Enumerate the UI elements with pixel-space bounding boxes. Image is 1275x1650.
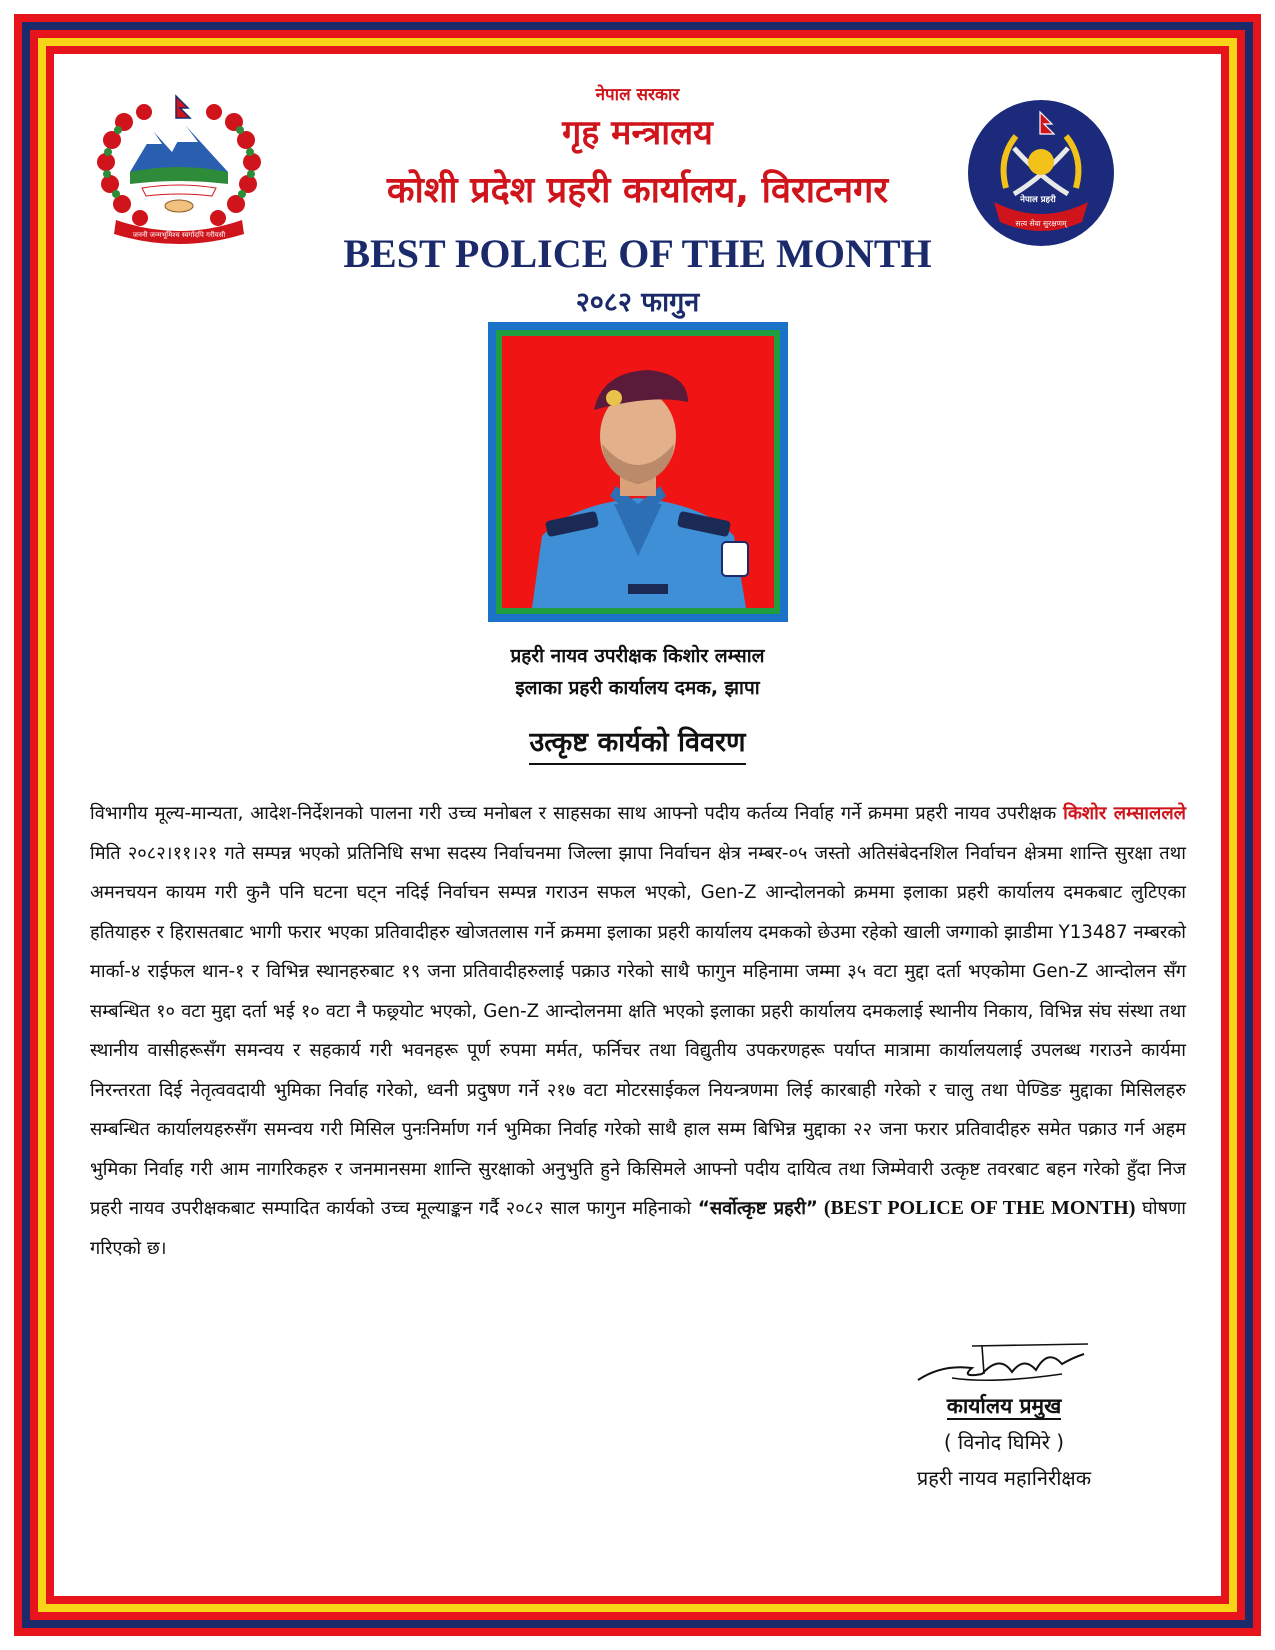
signatory-title-wrap [874,1392,1134,1420]
award-title: BEST POLICE OF THE MONTH [343,231,932,276]
handwritten-signature-icon [912,1334,1092,1394]
government-label: नेपाल सरकार [595,85,680,105]
signatory-title: कार्यालय प्रमुख [946,1394,1062,1418]
citation-quote: “सर्वोत्कृष्ट प्रहरी” [697,1198,818,1219]
citation-part-1: विभागीय मूल्य-मान्यता, आदेश-निर्देशनको पालना गरी उच्च मनोबल र साहसका साथ आफ्नो पदीय कर्तव्य निर्वाह गर्ने क्रममा प्रहरी नायव उपरीक्षक [90,803,1064,824]
ministry-title: गृह मन्त्रालय [562,113,713,153]
citation-highlight-name: किशोर लम्साललले [1063,803,1186,824]
citation-english: (BEST POLICE OF THE MONTH) [817,1197,1136,1219]
svg-text:जननी जन्मभूमिश्च स्वर्गादपि गर: जननी जन्मभूमिश्च स्वर्गादपि गरीयसी [132,231,226,239]
awardee-name: प्रहरी नायव उपरीक्षक किशोर लम्साल [510,645,765,667]
section-heading: उत्कृष्ट कार्यको विवरण [529,722,745,765]
section-heading-wrap [54,722,1221,765]
officer-portrait-icon [502,336,774,608]
citation-part-2: मिति २०८२।११।२१ गते सम्पन्न भएको प्रतिनिधि सभा सदस्य निर्वाचनमा जिल्ला झापा निर्वाचन क्षेत्र नम्बर-०५ जस्तो अतिसंबेदनशिल निर्वाचन क्षेत्रमा शान्ति सुरक्षा तथा अमनचयन कायम गरी कुनै पनि घटना घट्न नदिई निर्वाचन सम्पन्न गराउन सफल भएको, Gen-Z आन्दोलनको क्रममा इलाका प्रहरी कार्यालय दमकबाट लुटिएका हतियाहरु र हिरासतबाट भागी फरार भएका प्रतिवादीहरु खोजतलास गर्ने क्रममा इलाका प्रहरी कार्यालय दमकको छेउमा रहेको खाली जग्गाको झाडीमा Y13487 नम्बरको मार्का-४ राईफल थान-१ र विभिन्न स्थानहरुबाट १९ जना प्रतिवादीहरुलाई पक्राउ गरेको साथै फागुन महिनामा जम्मा ३५ वटा मुद्दा दर्ता भएकोमा Gen-Z आन्दोलन सँग सम्बन्धित १० वटा मुद्दा दर्ता भई १० वटा नै फछ्र्योट भएको, Gen-Z आन्दोलनमा क्षति भएको इलाका प्रहरी कार्यालय दमकलाई स्थानीय निकाय, विभिन्न संघ संस्था तथा स्थानीय वासीहरूसँग समन्वय र सहकार्य गरी भवनहरू पूर्ण रुपमा मर्मत, फर्निचर तथा विद्युतीय उपकरणहरू पर्याप्त मात्रामा कार्यालयलाई उपलब्ध गराउने कार्यमा निरन्तरता दिई नेतृत्ववदायी भुमिका निर्वाह गरेको, ध्वनी प्रदुषण गर्ने २१७ वटा मोटरसाईकल नियन्त्रणमा लिई कारबाही गरेको र चालु तथा पेण्डिङ मुद्दाका मिसिलहरु सम्बन्धित कार्यालयहरुसँग समन्वय गरी मिसिल पुनःनिर्माण गर्न भुमिका निर्वाह गरेको साथै हाल सम्म बिभिन्न मुद्दाका २२ जना फरार प्रतिवादीहरु समेत पक्राउ गर्न अहम भुमिका निर्वाह गरी आम नागरिकहरु र जनमानसमा शान्ति सुरक्षाको अनुभुति हुने किसिमले आफ्नो पदीय दायित्व तथा जिम्मेवारी उत्कृष्ट तवरबाट बहन गरेको हुँदा निज प्रहरी नायव उपरीक्षकबाट सम्पादित कार्यको उच्च मूल्याङ्कन गर्दै २०८२ साल फागुन महिनाको [90,842,1186,1219]
certificate-page [54,54,1221,1596]
citation-body [90,794,1186,1268]
citation-part-3: घोषणा गरिएको छ। [90,1198,1187,1259]
police-emblem-motto: सत्य सेवा सुरक्षणम् [1015,219,1067,228]
awardee-unit: इलाका प्रहरी कार्यालय दमक, झापा [515,677,760,699]
police-emblem-top-label: नेपाल प्रहरी [1020,195,1056,205]
office-title: कोशी प्रदेश प्रहरी कार्यालय, विराटनगर [386,170,889,211]
signatory-name: ( विनोद घिमिरे ) [943,1430,1065,1454]
award-month: २०८२ फागुन [575,287,700,318]
photo-green-border [496,330,780,614]
signatory-rank: प्रहरी नायव महानिरीक्षक [916,1466,1092,1490]
photo-frame [488,322,788,622]
